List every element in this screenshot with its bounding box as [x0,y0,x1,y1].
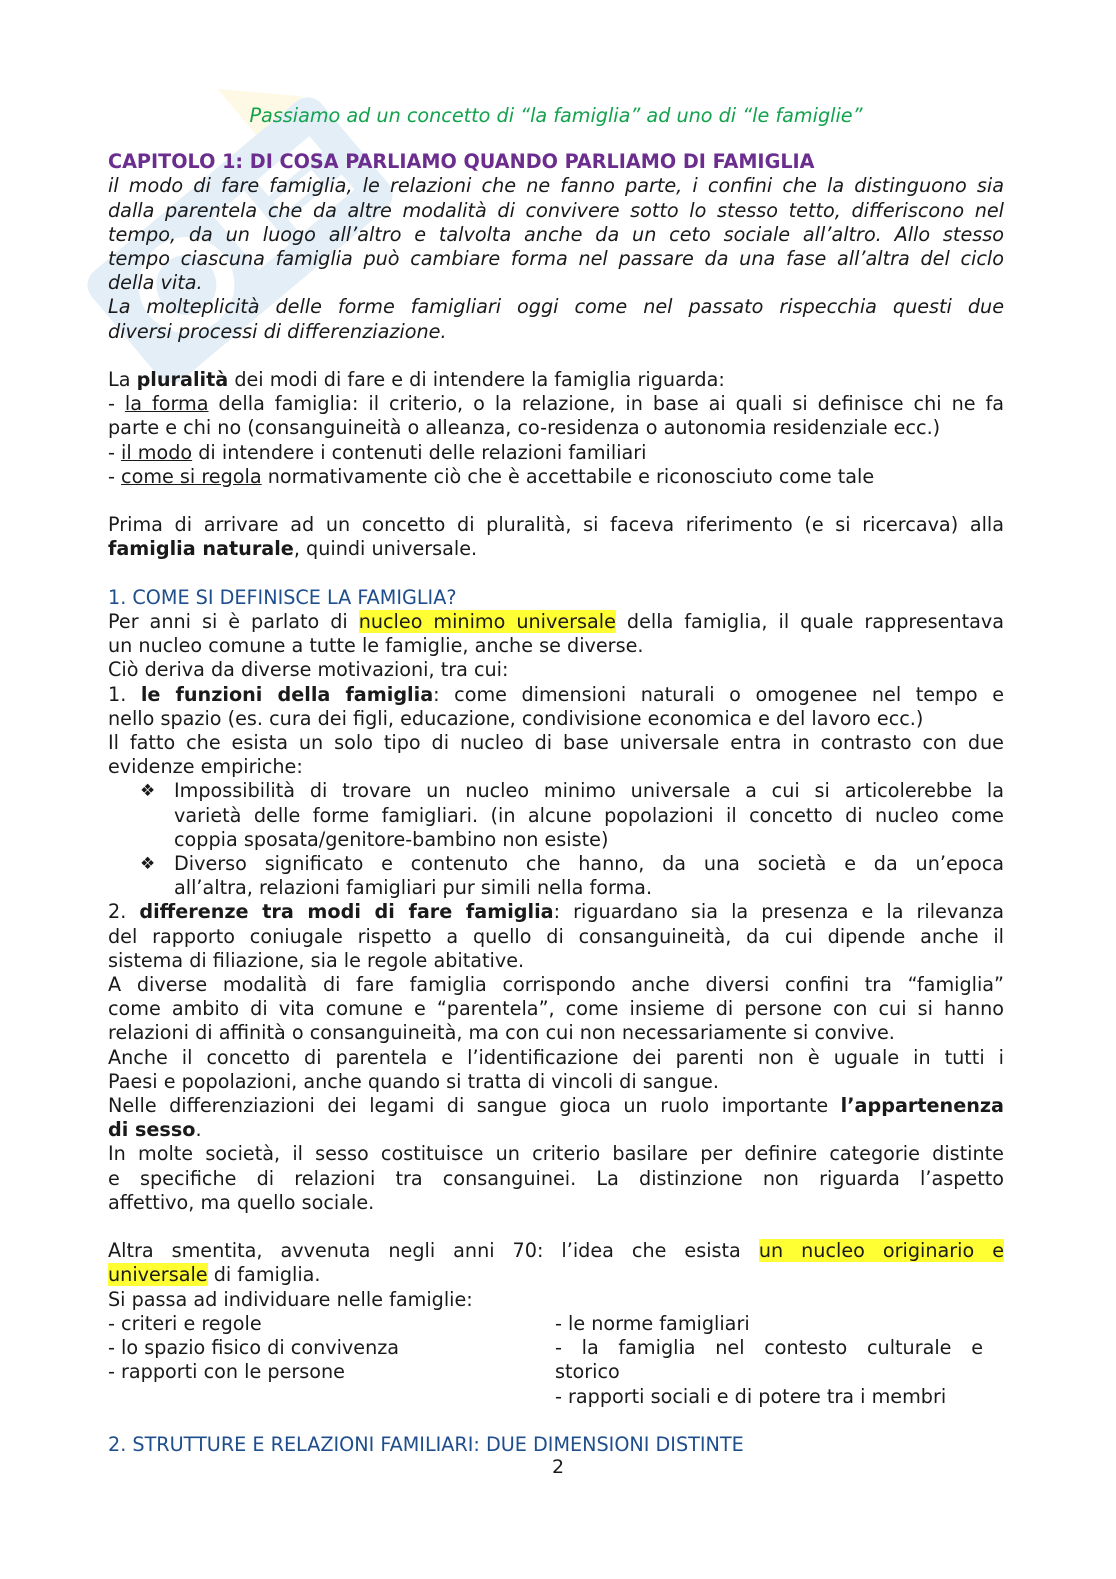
paragraph-line: In molte società, il sesso costituisce un criterio basilare per definire categorie distinte [108,1142,1004,1166]
section-heading: 1. COME SI DEFINISCE LA FAMIGLIA? [108,585,457,609]
diamond-bullet-icon: ❖ [140,854,156,875]
paragraph-line: A diverse modalità di fare famiglia corrispondo anche diversi confini tra “famiglia” [108,973,1004,997]
intro-line: della vita. [108,271,203,295]
paragraph-line: Per anni si è parlato di nucleo minimo universale della famiglia, il quale rappresentava [108,610,1004,634]
plurality-item-cont: parte e chi no (consanguineità o alleanza, co-residenza o autonomia residenziale ecc.) [108,416,941,440]
list-item: - criteri e regole [108,1311,262,1335]
paragraph-line: Si passa ad individuare nelle famiglie: [108,1287,473,1311]
left-list [108,1312,555,1409]
paragraph-line: universale di famiglia. [108,1263,321,1287]
intro-line: La molteplicità delle forme famigliari oggi come nel passato rispecchia questi due [108,295,1004,319]
numbered-item: 1. le funzioni della famiglia: come dimensioni naturali o omogenee nel tempo e [108,682,1004,706]
paragraph-line: come ambito di vita comune e “parentela”, come insieme di persone con cui si hanno [108,997,1004,1021]
plurality-intro: La pluralità dei modi di fare e di intendere la famiglia riguarda: [108,368,725,392]
paragraph-line: relazioni di affinità o consanguineità, ma con cui non necessariamente si convive. [108,1021,895,1045]
paragraph-line: un nucleo comune a tutte le famiglie, anche se diverse. [108,634,644,658]
natural-family-line: famiglia naturale, quindi universale. [108,537,478,561]
intro-line: tempo, da un luogo all’altro e talvolta anche da un ceto sociale all’altro. Allo stesso [108,222,1004,246]
list-item-cont: storico [555,1360,620,1384]
paragraph-line: evidenze empiriche: [108,755,303,779]
numbered-item-cont: nello spazio (es. cura dei figli, educazione, condivisione economica e del lavoro ecc.) [108,706,924,730]
list-item: - rapporti con le persone [108,1360,345,1384]
numbered-item-cont: del rapporto coniugale rispetto a quello di consanguineità, da cui dipende anche il [108,924,1004,948]
paragraph-line: di sesso. [108,1118,202,1142]
diamond-bullet-icon: ❖ [140,781,156,802]
natural-family-line: Prima di arrivare ad un concetto di pluralità, si faceva riferimento (e si ricercava) alla [108,513,1004,537]
list-item: - rapporti sociali e di potere tra i membri [555,1384,947,1408]
list-item: - lo spazio fisico di convivenza [108,1336,400,1360]
intro-line: diversi processi di differenziazione. [108,319,447,343]
plurality-item: - il modo di intendere i contenuti delle relazioni familiari [108,440,647,464]
paragraph-line: Il fatto che esista un solo tipo di nucleo di base universale entra in contrasto con due [108,731,1004,755]
paragraph-line: Anche il concetto di parentela e l’identificazione dei parenti non è uguale in tutti i [108,1045,1004,1069]
paragraph-line: affettivo, ma quello sociale. [108,1190,375,1214]
bullet-item: ❖ Diverso significato e contenuto che hanno, da una società e da un’epoca all’altra, relazioni famigliari pur simili nella forma. [140,852,1004,900]
paragraph-line: Paesi e popolazioni, anche quando si tratta di vincoli di sangue. [108,1069,719,1093]
paragraph-line: Ciò deriva da diverse motivazioni, tra cui: [108,658,509,682]
chapter-title: CAPITOLO 1: DI COSA PARLIAMO QUANDO PARLIAMO DI FAMIGLIA [108,150,815,174]
page-number: 2 [551,1456,565,1478]
section-heading: 2. STRUTTURE E RELAZIONI FAMILIARI: DUE DIMENSIONI DISTINTE [108,1432,744,1456]
intro-line: il modo di fare famiglia, le relazioni che ne fanno parte, i confini che la distinguono sia [108,174,1004,198]
subtitle: Passiamo ad un concetto di “la famiglia” ad uno di “le famiglie” [249,104,863,127]
numbered-item: 2. differenze tra modi di fare famiglia: riguardano sia la presenza e la rilevanza [108,900,1004,924]
plurality-item: - come si regola normativamente ciò che è accettabile e riconosciuto come tale [108,464,875,488]
plurality-item: - la forma della famiglia: il criterio, o la relazione, in base ai quali si definisce chi ne fa [108,392,1005,416]
paragraph-line: Altra smentita, avvenuta negli anni 70: l’idea che esista un nucleo originario e [108,1239,1004,1263]
numbered-item-cont: sistema di filiazione, sia le regole abitative. [108,948,525,972]
document-body [108,104,1004,1457]
right-list [555,1312,983,1409]
intro-line: dalla parentela che da altre modalità di convivere sotto lo stesso tetto, differiscono nel [108,198,1004,222]
bullet-item: ❖ Impossibilità di trovare un nucleo minimo universale a cui si articolerebbe la varietà delle forme famigliari. (in alcune popolazioni il concetto di nucleo come coppia sposata/genitore-bambino non esiste) [140,779,1004,851]
list-item: - le norme famigliari [555,1311,750,1335]
paragraph-line: Nelle differenziazioni dei legami di sangue gioca un ruolo importante l’appartenenza [108,1094,1004,1118]
intro-line: tempo ciascuna famiglia può cambiare forma nel passare da una fase all’altra del ciclo [108,247,1004,271]
two-column-list [108,1312,1004,1409]
list-item: - la famiglia nel contesto culturale e [555,1336,983,1360]
paragraph-line: e specifiche di relazioni tra consanguinei. La distinzione non riguarda l’aspetto [108,1166,1004,1190]
